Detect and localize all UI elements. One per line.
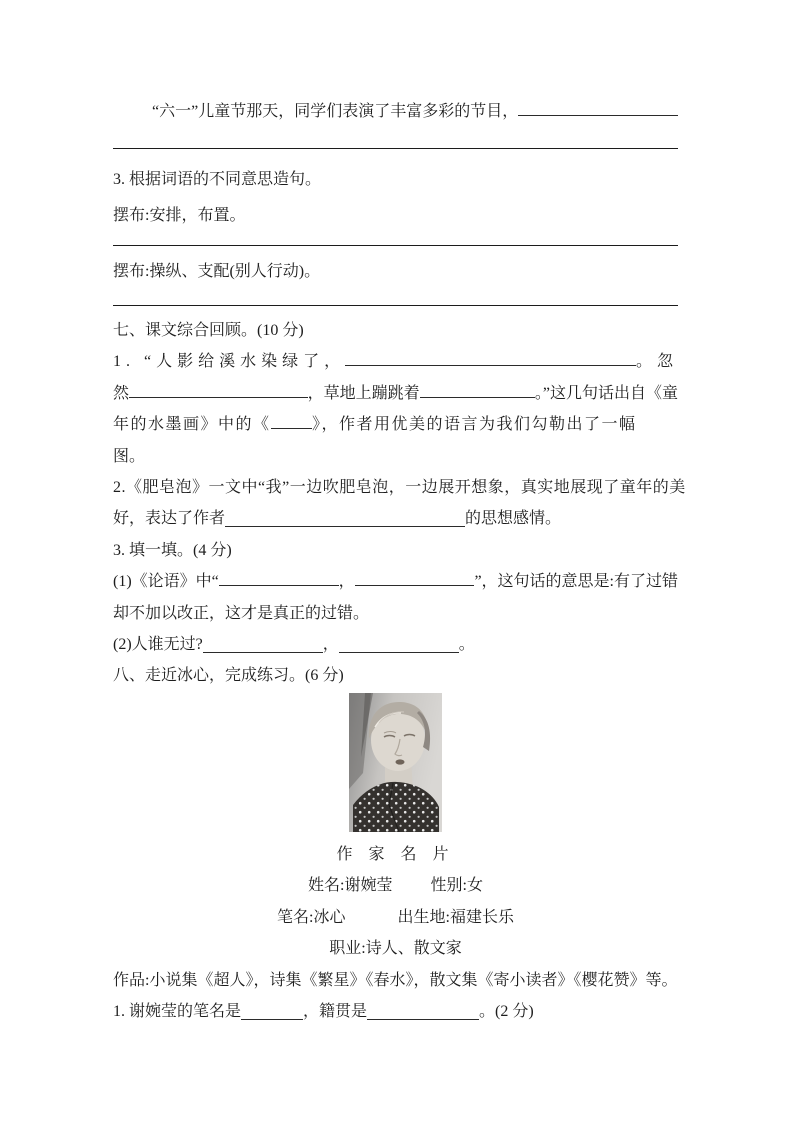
author-card: [113, 839, 678, 1027]
answer-rule-line: [113, 148, 678, 149]
q3-1-text-post: ”，这句话的意思是:有了过错: [474, 573, 678, 591]
q1-text-mid: ，籍贯是: [303, 1002, 368, 1020]
author-birthplace-field: 出生地:福建长乐: [397, 908, 514, 926]
author-gender-field: 性别:女: [430, 877, 483, 895]
portrait-illustration: [349, 693, 442, 832]
author-card-row-penname: [113, 902, 678, 933]
sentence-text: “六一”儿童节那天，同学们表演了丰富多彩的节目，: [152, 103, 519, 120]
worksheet-content: [113, 96, 686, 1027]
q3-1-text-pre: (1)《论语》中“: [113, 573, 219, 591]
q3-item-1-line-2: 却不加以改正，这才是真正的过错。: [113, 604, 370, 622]
author-name-field: 姓名:谢婉莹: [308, 877, 393, 895]
q3-2-text-post: 。: [458, 636, 475, 654]
q1-text-post: 》，作者用优美的语言为我们勾勒出了一幅: [312, 416, 637, 434]
q1-text-pre: 1. 谢婉莹的笔名是: [113, 1002, 242, 1020]
word-definition-2: 摆布:操纵、支配(别人行动)。: [113, 263, 321, 280]
answer-rule-line: [113, 245, 678, 246]
answer-blank: [345, 360, 636, 366]
q1-line-2: [113, 378, 678, 409]
section-8-heading: 八、走近冰心，完成练习。(6 分): [113, 667, 344, 685]
author-card-title: 作 家 名 片: [336, 845, 455, 863]
section-7-heading: 七、课文综合回顾。(10 分): [113, 322, 304, 339]
question-3-prompt: 3. 根据词语的不同意思造句。: [113, 171, 322, 188]
answer-blank: [420, 392, 535, 398]
answer-blank: [241, 1014, 303, 1020]
answer-blank: [367, 1014, 479, 1020]
q1-text-pre: 年的水墨画》中的《: [113, 416, 271, 434]
answer-blank: [219, 580, 339, 586]
q1-line-4: 图。: [113, 447, 146, 465]
author-penname-field: 笔名:冰心: [277, 908, 346, 926]
answer-blank: [225, 521, 465, 527]
q2-text-post: 的思想感情。: [465, 510, 562, 528]
q3-item-1-line-1: [113, 566, 678, 597]
q1-text-post: 。(2 分): [479, 1002, 534, 1020]
section-7: [113, 315, 686, 692]
author-card-row-name: [113, 870, 678, 901]
q1-text-post: 。忽: [635, 353, 678, 371]
q3-item-2-line: [113, 629, 678, 660]
author-occupation-field: 职业:诗人、散文家: [329, 940, 462, 958]
q3-2-text-mid: ，: [322, 636, 339, 654]
word-definition-1: 摆布:安排，布置。: [113, 207, 246, 224]
q1-text-pre: 1. “人影给溪水染绿了，: [113, 353, 346, 371]
answer-blank: [129, 392, 308, 398]
q1-text-post: 。”这几句话出自《童: [534, 384, 678, 402]
q2-line-2: [113, 503, 678, 534]
q1-text-mid: ，草地上蹦跳着: [307, 384, 420, 402]
q3-2-text-pre: (2)人谁无过?: [113, 636, 203, 654]
section-8-question-1: [113, 996, 678, 1027]
sentence-continuation-line: [113, 96, 678, 128]
answer-blank: [355, 580, 475, 586]
answer-rule-line: [113, 305, 678, 306]
q1-line-3: [113, 409, 678, 440]
answer-blank: [518, 110, 678, 116]
answer-blank: [339, 647, 459, 653]
bingxin-portrait-photo: [349, 693, 442, 832]
q3-1-text-mid: ，: [338, 573, 355, 591]
q2-line-1: 2.《肥皂泡》一文中“我”一边吹肥皂泡，一边展开想象，真实地展现了童年的美: [113, 479, 686, 497]
q3-heading: 3. 填一填。(4 分): [113, 541, 232, 559]
answer-blank: [203, 647, 323, 653]
q1-text-pre: 然: [113, 384, 130, 402]
author-works-field: 作品:小说集《超人》，诗集《繁星》《春水》，散文集《寄小读者》《樱花赞》等。: [113, 971, 678, 989]
answer-blank: [271, 423, 312, 429]
q2-text-pre: 好，表达了作者: [113, 510, 226, 528]
q1-line-1: [113, 346, 678, 377]
